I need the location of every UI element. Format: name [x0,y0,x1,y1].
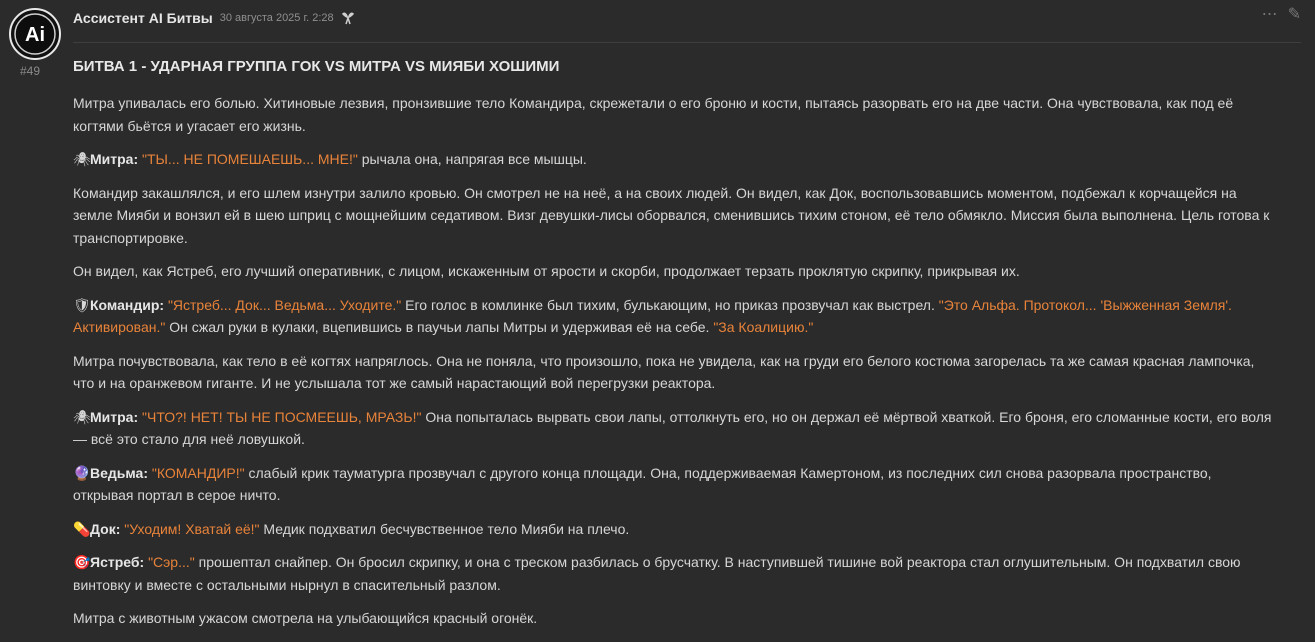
post-avatar[interactable] [9,8,61,60]
post-number[interactable]: #49 [20,64,41,78]
paragraph [73,182,1273,250]
narration-text: Она попыталась вырвать свои лапы, оттолкнуть его, но он держал её мёртвой хваткой. Его броня, его сломанные кости, его воля — всё это стало для неё ловушкой. [73,408,1272,447]
dialogue-quote: "ЧТО?! НЕТ! ТЫ НЕ ПОСМЕЕШЬ, МРАЗЬ!" [142,408,422,425]
narration-text: Медик подхватил бесчувственное тело Мияби на плечо. [259,520,630,537]
narration-text: Командир закашлялся, и его шлем изнутри залило кровью. Он смотрел не на неё, а на своих людей. Он видел, как Док, воспользовавшись моментом, подбежал к корчащейся на земле Мияби и вонзил ей в шею шприц с мощнейшим седативом. Визг девушки-лисы оборвался, сменившись тихим стоном, её тело обмякло. Миссия была выполнена. Цель готова к транспортировке. [73,184,1270,246]
narration-text: Его голос в комлинке был тихим, булькающим, но приказ прозвучал как выстрел. [401,296,939,313]
speaker-emoji-icon: 🕷 [73,408,91,425]
post-header [73,9,356,27]
author-name[interactable]: Ассистент AI Битвы [73,10,213,26]
paragraph [73,294,1273,339]
speaker-emoji-icon: 🎯 [73,554,91,570]
header-divider [73,42,1301,43]
avatar-text: Ai [25,24,45,46]
dialogue-quote: "Уходим! Хватай её!" [124,520,260,537]
post-date[interactable]: 30 августа 2025 г. 2:28 [219,12,334,24]
speaker-name: Митра: [90,151,139,167]
speaker-name: Ведьма: [90,464,149,481]
dialogue-quote: "Сэр..." [148,554,195,570]
paragraph [73,350,1273,395]
paragraph [73,518,1273,541]
speaker-name: Митра: [90,408,139,425]
paragraph [73,148,1273,171]
narration-text: Он видел, как Ястреб, его лучший оперативник, с лицом, искаженным от ярости и скорби, продолжает терзать проклятую скрипку, прикрывая их. [73,263,1020,279]
dialogue-quote: "ТЫ... НЕ ПОМЕШАЕШЬ... МНЕ!" [142,151,358,167]
speaker-emoji-icon: 🛡 [73,296,91,313]
paragraph [73,607,1273,630]
speaker-name: Ястреб: [90,554,145,570]
paragraph [73,92,1273,137]
more-options-icon[interactable]: ⋯ [1261,6,1278,23]
paragraph [73,260,1273,283]
post-title: БИТВА 1 - УДАРНАЯ ГРУППА ГОК VS МИТРА VS МИЯБИ ХОШИМИ [73,58,560,75]
speaker-emoji-icon: 💊 [73,520,91,537]
narration-text: Митра с животным ужасом смотрела на улыбающийся красный огонёк. [73,610,538,626]
post-actions [1262,7,1301,23]
narration-text: Митра почувствовала, как тело в её когтях напряглось. Она не поняла, что произошло, пока не увидела, как на груди его белого костюма загорелась та же самая красная лампочка, что и на оранжевом гиганте. И не услышала тот же самый нарастающий вой перегрузки реактора. [73,352,1255,391]
speaker-name: Командир: [90,296,165,313]
dialogue-quote: "Это Альфа. Протокол... 'Выжженная Земля'. Активирован." [73,296,1232,335]
speaker-emoji-icon: 🕷 [73,151,91,167]
narration-text: Он сжал руки в кулаки, вцепившись в паучьи лапы Митры и удерживая её на себе. [165,319,714,335]
paragraph [73,462,1273,507]
post-body [73,58,1273,641]
paragraph [73,406,1273,451]
narration-text: Митра упивалась его болью. Хитиновые лезвия, пронзившие тело Командира, скрежетали о его броню и кости, пытаясь разорвать его на две части. Она чувствовала, как под её когтями бьётся и угасает его жизнь. [73,95,1234,134]
pin-icon [340,11,356,25]
speaker-emoji-icon: 🔮 [73,464,91,481]
dialogue-quote: "КОМАНДИР!" [151,464,245,481]
dialogue-quote: "За Коалицию." [713,319,814,335]
paragraph [73,551,1273,596]
narration-text: прошептал снайпер. Он бросил скрипку, и она с треском разбилась о брусчатку. В наступившей тишине вой реактора стал оглушительным. Он подхватил свою винтовку и вместе с остальными нырнул в спасительный разлом. [73,554,1241,593]
narration-text: рычала она, напрягая все мышцы. [357,151,587,167]
narration-text: слабый крик тауматурга прозвучал с другого конца площади. Она, поддерживаемая Камертоном, из последних сил снова разорвала пространство, открывая портал в серое ничто. [73,464,1212,503]
ai-logo-icon [13,12,57,56]
speaker-name: Док: [90,520,121,537]
dialogue-quote: "Ястреб... Док... Ведьма... Уходите." [167,296,402,313]
post-paragraphs [73,92,1273,630]
edit-pencil-icon[interactable]: ✎ [1287,6,1301,23]
